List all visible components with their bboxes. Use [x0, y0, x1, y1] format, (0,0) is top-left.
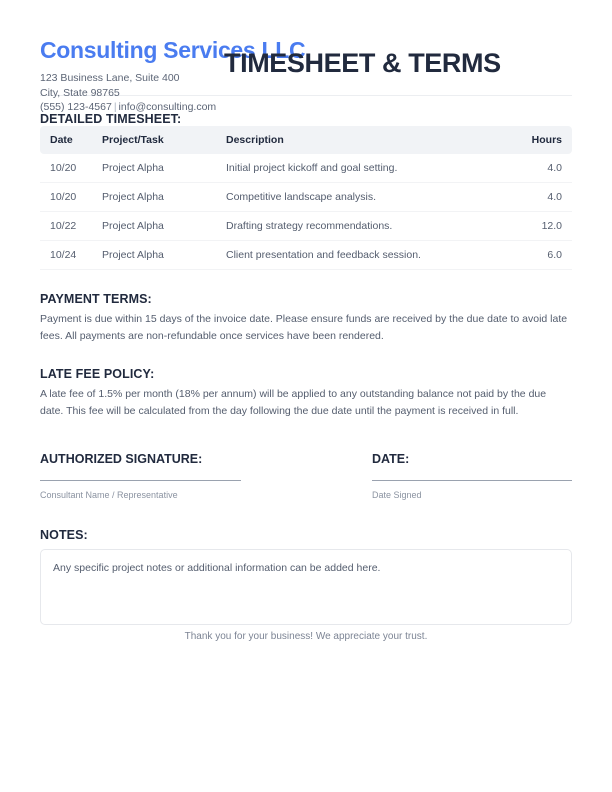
- cell-date: 10/20: [40, 154, 102, 183]
- company-address-line1: 123 Business Lane, Suite 400: [40, 72, 180, 85]
- timesheet-table: [40, 126, 572, 270]
- cell-hours: 12.0: [502, 212, 572, 241]
- column-header-project-task: Project/Task: [102, 126, 226, 154]
- cell-date: 10/22: [40, 212, 102, 241]
- column-header-date: Date: [40, 126, 102, 154]
- table-header-row: [40, 126, 572, 154]
- cell-hours: 4.0: [502, 183, 572, 212]
- late-fee-policy-heading: LATE FEE POLICY:: [40, 367, 155, 381]
- cell-description: Competitive landscape analysis.: [226, 183, 502, 212]
- footer-thank-you: Thank you for your business! We appreciate your trust.: [184, 631, 428, 642]
- company-phone-email-line: [40, 100, 572, 115]
- cell-hours: 6.0: [502, 241, 572, 270]
- date-column: [372, 452, 572, 500]
- cell-description: Drafting strategy recommendations.: [226, 212, 502, 241]
- document-header: [40, 0, 572, 114]
- cell-description: Initial project kickoff and goal setting.: [226, 154, 502, 183]
- cell-task: Project Alpha: [102, 183, 226, 212]
- cell-date: 10/24: [40, 241, 102, 270]
- late-fee-policy-section: [40, 367, 572, 420]
- payment-terms-section: [40, 292, 572, 345]
- table-row: [40, 212, 572, 241]
- notes-input[interactable]: Any specific project notes or additional information can be added here.: [40, 549, 572, 625]
- payment-terms-heading: PAYMENT TERMS:: [40, 292, 152, 306]
- column-header-description: Description: [226, 126, 502, 154]
- late-fee-policy-body: A late fee of 1.5% per month (18% per annum) will be applied to any outstanding balance not paid by the due date. This fee will be calculated from the day following the due date until the payment is received in full.: [40, 388, 547, 417]
- payment-terms-body: Payment is due within 15 days of the invoice date. Please ensure funds are received by the due date to avoid late fees. All payments are non-refundable once services have been rendered.: [40, 313, 568, 342]
- date-caption: Date Signed: [372, 490, 422, 500]
- date-label: DATE:: [372, 452, 410, 466]
- notes-section: [40, 528, 572, 625]
- notes-heading: NOTES:: [40, 528, 88, 542]
- table-row: [40, 183, 572, 212]
- signature-label: AUTHORIZED SIGNATURE:: [40, 452, 203, 466]
- cell-task: Project Alpha: [102, 241, 226, 270]
- timesheet-table-body: [40, 154, 572, 270]
- date-line[interactable]: [372, 480, 572, 481]
- table-row: [40, 241, 572, 270]
- page-title: TIMESHEET & TERMS: [224, 48, 501, 78]
- timesheet-table-head: [40, 126, 572, 154]
- company-address-line2: City, State 98765: [40, 86, 120, 99]
- cell-date: 10/20: [40, 183, 102, 212]
- cell-task: Project Alpha: [102, 212, 226, 241]
- cell-hours: 4.0: [502, 154, 572, 183]
- company-phone: (555) 123-4567: [40, 101, 112, 114]
- company-name: Consulting Services LLC: [40, 37, 306, 63]
- contact-separator: |: [113, 101, 117, 114]
- cell-task: Project Alpha: [102, 154, 226, 183]
- timesheet-section: [40, 112, 572, 270]
- table-row: [40, 154, 572, 183]
- signature-column: [40, 452, 372, 500]
- signature-caption: Consultant Name / Representative: [40, 490, 178, 500]
- column-header-hours: Hours: [502, 126, 572, 154]
- cell-description: Client presentation and feedback session.: [226, 241, 502, 270]
- company-email: info@consulting.com: [118, 101, 217, 114]
- timesheet-heading: DETAILED TIMESHEET:: [40, 112, 182, 126]
- signature-line[interactable]: [40, 480, 241, 481]
- signature-section: [40, 452, 572, 500]
